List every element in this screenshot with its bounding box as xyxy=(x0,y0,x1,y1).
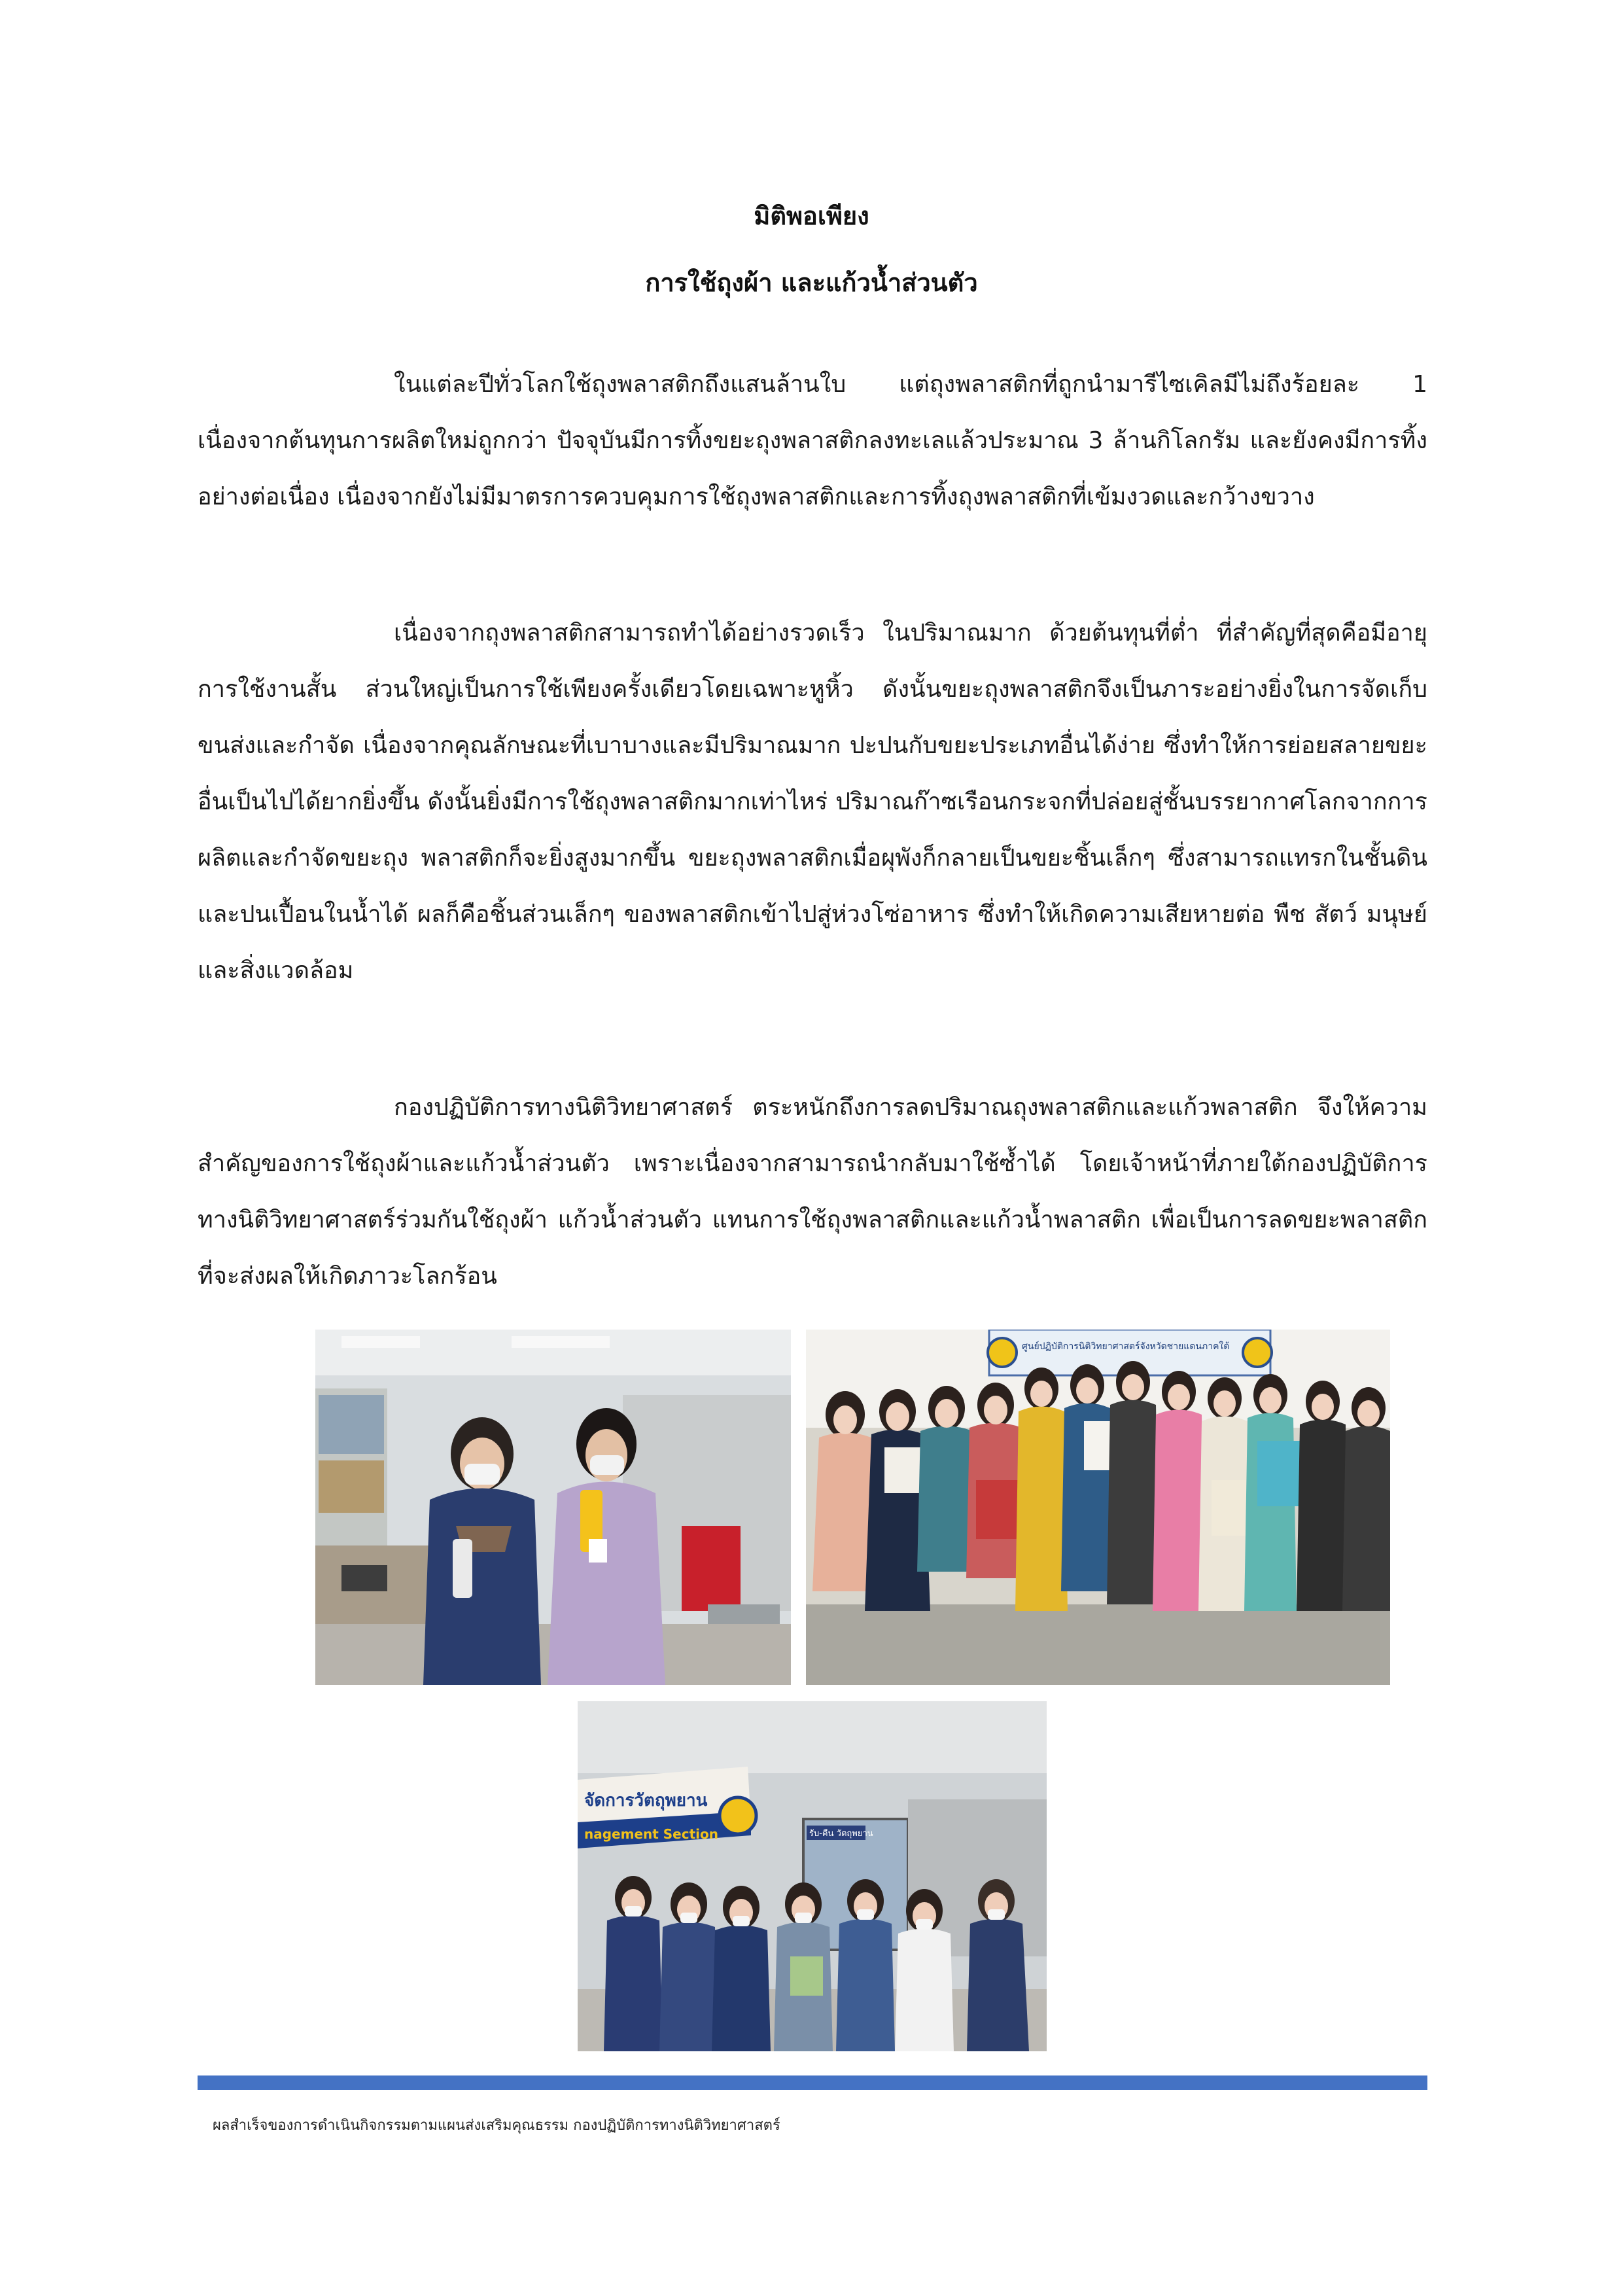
photo-3-sign-thai: จัดการวัตถุพยาน xyxy=(584,1791,708,1810)
photo-3-door-sign: รับ-คืน วัตถุพยาน xyxy=(809,1829,873,1839)
photo-3-sign-english: nagement Section xyxy=(584,1826,718,1842)
footer-caption: ผลสำเร็จของการดำเนินกิจกรรมตามแผนส่งเสริมคุณธรรม กองปฏิบัติการทางนิติวิทยาศาสตร์ xyxy=(213,2117,780,2134)
paragraph-1 xyxy=(198,357,1427,525)
paragraph-3 xyxy=(198,1080,1427,1305)
photo-group-cloth-bags xyxy=(806,1330,1390,1685)
paragraph-3-text: กองปฏิบัติการทางนิติวิทยาศาสตร์ ตระหนักถึงการลดปริมาณถุงพลาสติกและแก้วพลาสติก จึงให้ความสำคัญของการใช้ถุงผ้าและแก้วน้ำส่วนตัว เพราะเนื่องจากสามารถนำกลับมาใช้ซ้ำได้ โดยเจ้าหน้าที่ภายใต้กองปฏิบัติการทางนิติวิทยาศาสตร์ร่วมกันใช้ถุงผ้า แก้วน้ำส่วนตัว แทนการใช้ถุงพลาสติกและแก้วน้ำพลาสติก เพื่อเป็นการลดขยะพลาสติกที่จะส่งผลให้เกิดภาวะโลกร้อน xyxy=(198,1094,1427,1290)
footer-divider xyxy=(198,2075,1427,2090)
photo-evidence-section-group xyxy=(578,1701,1047,2051)
document-title: มิติพอเพียง xyxy=(754,202,869,230)
photo-2-sign-text: ศูนย์ปฏิบัติการนิติวิทยาศาสตร์จังหวัดชายแดนภาคใต้ xyxy=(1022,1341,1230,1352)
photo-office-tumblers xyxy=(315,1330,791,1685)
document-subtitle: การใช้ถุงผ้า และแก้วน้ำส่วนตัว xyxy=(645,268,978,297)
paragraph-2 xyxy=(198,605,1427,999)
paragraph-1-text: ในแต่ละปีทั่วโลกใช้ถุงพลาสติกถึงแสนล้านใบ แต่ถุงพลาสติกที่ถูกนำมารีไซเคิลมีไม่ถึงร้อยละ 1 เนื่องจากต้นทุนการผลิตใหม่ถูกกว่า ปัจจุบันมีการทิ้งขยะถุงพลาสติกลงทะเลแล้วประมาณ 3 ล้านกิโลกรัม และยังคงมีการทิ้งอย่างต่อเนื่อง เนื่องจากยังไม่มีมาตรการควบคุมการใช้ถุงพลาสติกและการทิ้งถุงพลาสติกที่เข้มงวดและกว้างขวาง xyxy=(198,371,1427,510)
paragraph-2-text: เนื่องจากถุงพลาสติกสามารถทำได้อย่างรวดเร็ว ในปริมาณมาก ด้วยต้นทุนที่ต่ำ ที่สำคัญที่สุดคือมีอายุการใช้งานสั้น ส่วนใหญ่เป็นการใช้เพียงครั้งเดียวโดยเฉพาะหูหิ้ว ดังนั้นขยะถุงพลาสติกจึงเป็นภาระอย่างยิ่งในการจัดเก็บ ขนส่งและกำจัด เนื่องจากคุณลักษณะที่เบาบางและมีปริมาณมาก ปะปนกับขยะประเภทอื่นได้ง่าย ซึ่งทำให้การย่อยสลายขยะอื่นเป็นไปได้ยากยิ่งขึ้น ดังนั้นยิ่งมีการใช้ถุงพลาสติกมากเท่าไหร่ ปริมาณก๊าซเรือนกระจกที่ปล่อยสู่ชั้นบรรยากาศโลกจากการผลิตและกำจัดขยะถุง พลาสติกก็จะยิ่งสูงมากขึ้น ขยะถุงพลาสติกเมื่อผุพังก็กลายเป็นขยะชิ้นเล็กๆ ซึ่งสามารถแทรกในชั้นดินและปนเปื้อนในน้ำได้ ผลก็คือชิ้นส่วนเล็กๆ ของพลาสติกเข้าไปสู่ห่วงโซ่อาหาร ซึ่งทำให้เกิดความเสียหายต่อ พืช สัตว์ มนุษย์ และสิ่งแวดล้อม xyxy=(198,620,1427,984)
